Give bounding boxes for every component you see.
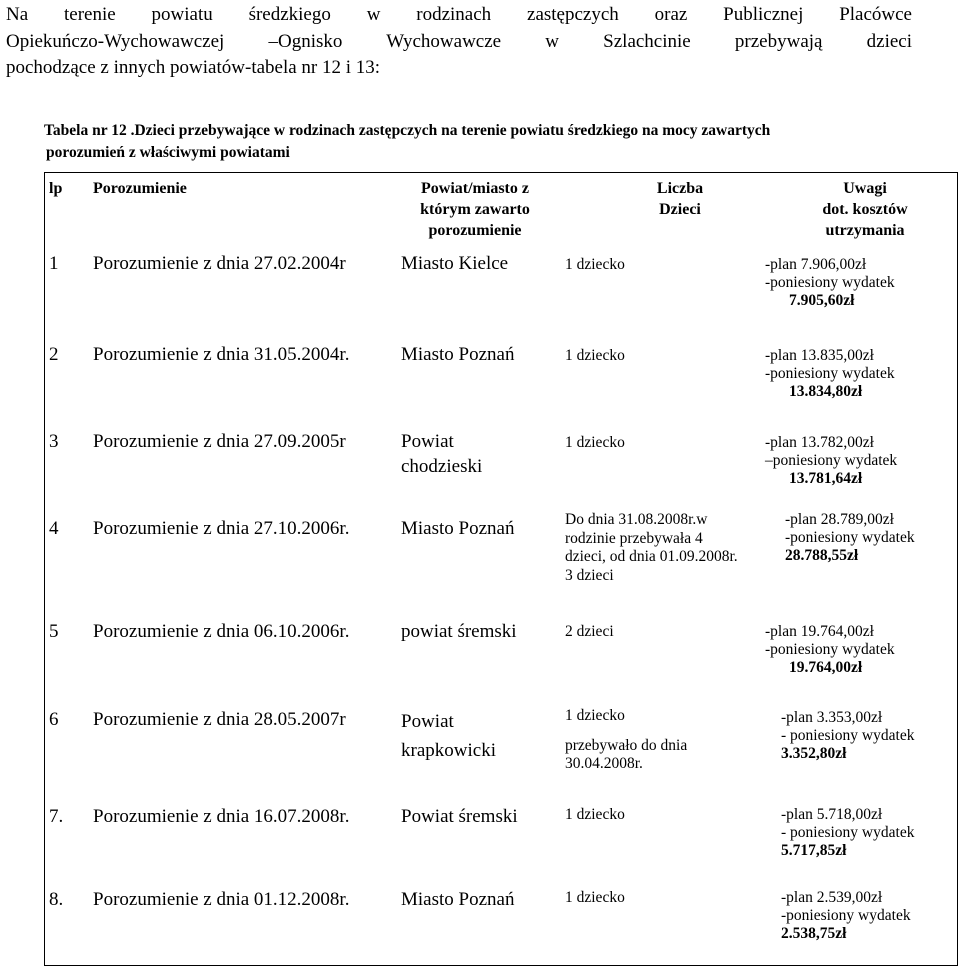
count-line: Do dnia 31.08.2008r.w (565, 511, 708, 528)
count-line: 3 dzieci (565, 566, 614, 584)
count-line: rodzinie przebywała 4 (565, 529, 703, 547)
notes-spent-value: 13.781,64zł (789, 470, 863, 487)
notes-spent-label: -poniesiony wydatek (765, 274, 895, 291)
agreements-table (44, 172, 958, 966)
row-count (565, 707, 687, 773)
row-count: 1 dziecko (565, 806, 625, 823)
row-count: 1 dziecko (565, 256, 625, 273)
row-lp: 5 (49, 621, 59, 642)
notes-spent-value: 28.788,55zł (785, 547, 859, 564)
row-county (401, 707, 496, 765)
row-county: Miasto Poznań (401, 518, 515, 539)
county-line: Powiat (401, 431, 454, 452)
row-agreement: Porozumienie z dnia 16.07.2008r. (93, 806, 350, 827)
notes-spent-value: 3.352,80zł (781, 745, 847, 762)
notes-plan: -plan 3.353,00zł (781, 709, 883, 726)
intro-paragraph (6, 2, 912, 82)
header-lp: lp (49, 180, 63, 197)
notes-plan: -plan 7.906,00zł (765, 256, 867, 273)
intro-line: Na terenie powiatu średzkiego w rodzinach zastępczych oraz Publicznej Placówce (6, 4, 912, 25)
row-notes (765, 256, 943, 310)
row-count: 2 dzieci (565, 623, 614, 640)
notes-spent-label: - poniesiony wydatek (781, 824, 915, 841)
county-line: Powiat (401, 711, 454, 732)
header-count-line: Dzieci (659, 201, 701, 218)
header-notes-line: dot. kosztów (822, 201, 908, 218)
intro-line: Opiekuńczo-Wychowawczej –Ognisko Wychowawcze w Szlachcinie przebywają dzieci (6, 30, 912, 52)
intro-line: pochodzące z innych powiatów-tabela nr 12 i 13: (6, 57, 381, 78)
county-line: krapkowicki (401, 740, 496, 761)
caption-label: Tabela nr 12 . (44, 122, 135, 139)
row-agreement: Porozumienie z dnia 27.02.2004r (93, 253, 346, 274)
row-lp: 7. (49, 806, 64, 827)
row-lp: 2 (49, 344, 59, 365)
row-notes (785, 511, 945, 565)
row-lp: 8. (49, 889, 64, 910)
header-count-line: Liczba (656, 180, 704, 197)
header-county-line: porozumienie (428, 222, 522, 239)
notes-plan: -plan 13.835,00zł (765, 347, 874, 364)
row-agreement: Porozumienie z dnia 06.10.2006r. (93, 621, 350, 642)
header-agreement: Porozumienie (93, 180, 187, 197)
notes-spent-label: -poniesiony wydatek (765, 641, 895, 658)
row-count: 1 dziecko (565, 347, 625, 364)
notes-spent-value: 7.905,60zł (789, 292, 855, 309)
caption-text: porozumień z właściwymi powiatami (46, 144, 290, 161)
row-count: 1 dziecko (565, 434, 625, 451)
row-notes (781, 889, 951, 943)
notes-spent-label: -poniesiony wydatek (781, 907, 911, 924)
row-agreement: Porozumienie z dnia 01.12.2008r. (93, 889, 350, 910)
row-notes (781, 709, 951, 763)
row-lp: 3 (49, 431, 59, 452)
notes-plan: -plan 19.764,00zł (765, 623, 874, 640)
notes-spent-label: –poniesiony wydatek (765, 452, 898, 469)
notes-spent-value: 13.834,80zł (789, 383, 863, 400)
count-line: 1 dziecko (565, 707, 625, 724)
row-agreement: Porozumienie z dnia 27.10.2006r. (93, 518, 350, 539)
notes-spent-label: - poniesiony wydatek (781, 727, 915, 744)
notes-plan: -plan 5.718,00zł (781, 806, 883, 823)
row-county: Miasto Kielce (401, 253, 509, 274)
county-line: chodzieski (401, 456, 483, 477)
row-count (565, 511, 738, 585)
count-line: 30.04.2008r. (565, 755, 643, 772)
row-county (401, 429, 482, 479)
count-line: dzieci, od dnia 01.09.2008r. (565, 548, 738, 565)
header-notes (785, 178, 945, 241)
notes-spent-label: -poniesiony wydatek (785, 529, 915, 546)
header-notes-line: Uwagi (843, 180, 887, 197)
row-notes (765, 434, 943, 488)
table-caption (44, 120, 914, 164)
row-county: powiat śremski (401, 621, 517, 642)
row-county: Powiat śremski (401, 806, 518, 827)
row-county: Miasto Poznań (401, 889, 515, 910)
notes-plan: -plan 2.539,00zł (781, 889, 883, 906)
notes-spent-value: 2.538,75zł (781, 925, 847, 942)
notes-plan: -plan 28.789,00zł (785, 511, 894, 528)
header-county (385, 178, 565, 241)
row-lp: 1 (49, 253, 59, 274)
notes-plan: -plan 13.782,00zł (765, 434, 874, 451)
header-count (620, 178, 740, 220)
count-line: przebywało do dnia (565, 737, 688, 754)
header-county-line: Powiat/miasto z (421, 180, 529, 197)
notes-spent-label: -poniesiony wydatek (765, 365, 895, 382)
header-notes-line: utrzymania (825, 222, 905, 239)
row-count: 1 dziecko (565, 889, 625, 906)
notes-spent-value: 19.764,00zł (789, 659, 863, 676)
row-county: Miasto Poznań (401, 344, 515, 365)
row-notes (765, 623, 943, 677)
row-agreement: Porozumienie z dnia 27.09.2005r (93, 431, 346, 452)
row-agreement: Porozumienie z dnia 31.05.2004r. (93, 344, 350, 365)
row-notes (781, 806, 951, 860)
notes-spent-value: 5.717,85zł (781, 842, 847, 859)
row-lp: 4 (49, 518, 59, 539)
row-lp: 6 (49, 709, 59, 730)
row-agreement: Porozumienie z dnia 28.05.2007r (93, 709, 346, 730)
row-notes (765, 347, 943, 401)
header-county-line: którym zawarto (420, 201, 530, 218)
caption-text: Dzieci przebywające w rodzinach zastępczych na terenie powiatu średzkiego na mocy zawartych (134, 122, 771, 139)
